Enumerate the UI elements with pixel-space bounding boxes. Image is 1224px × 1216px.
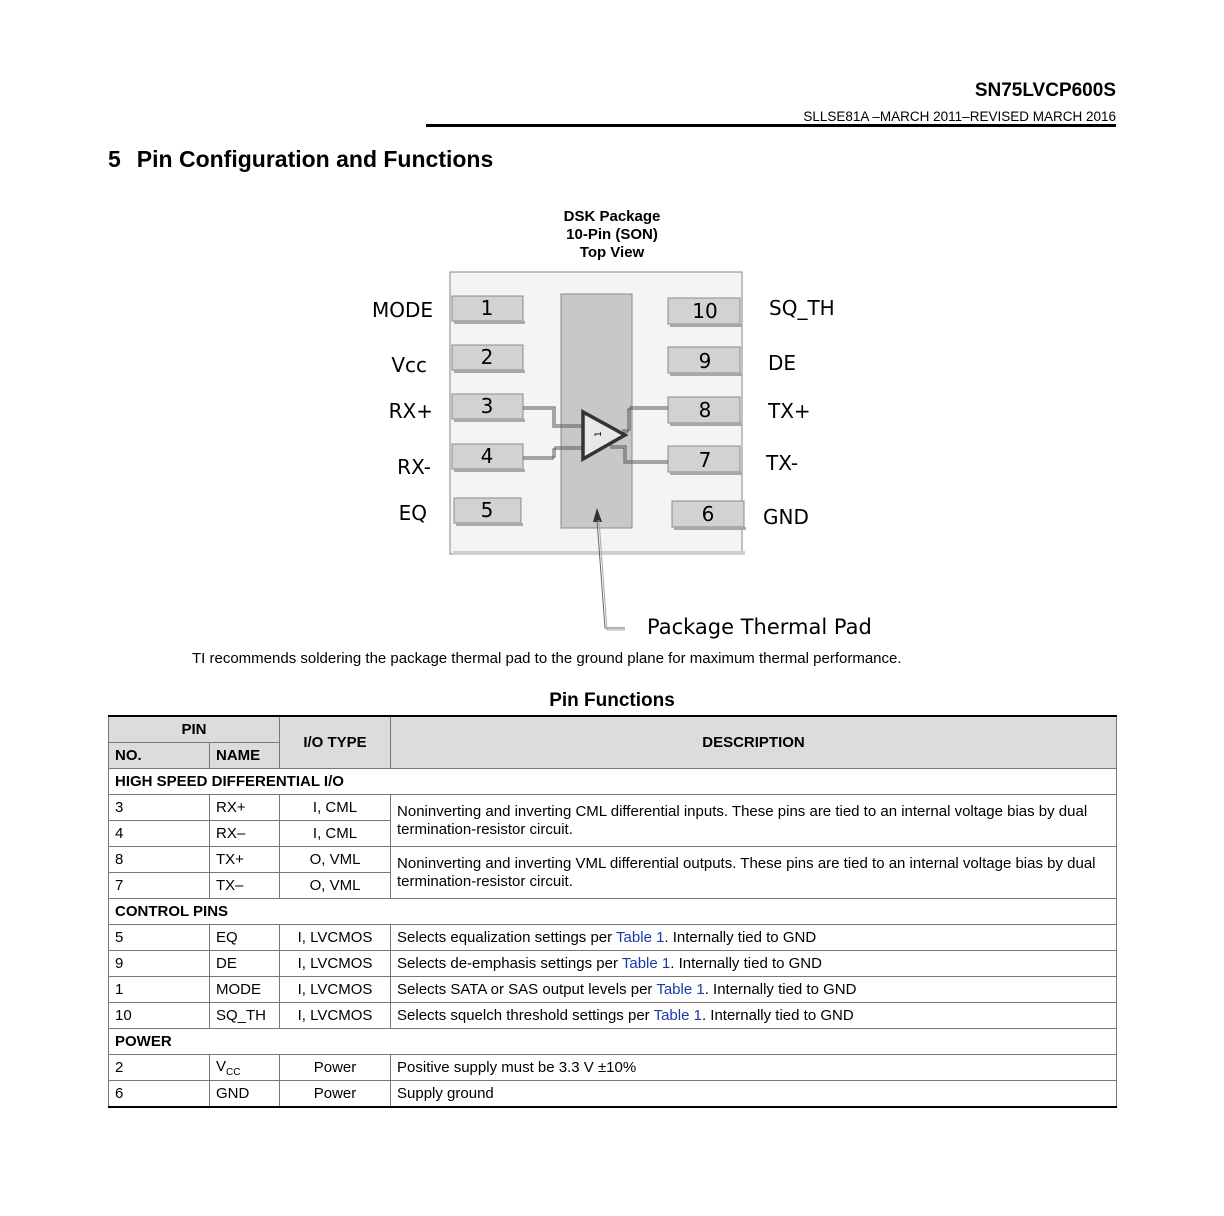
section-number: 5: [108, 146, 121, 172]
pin-number-9: 9: [698, 349, 712, 373]
pin-name: EQ: [210, 925, 280, 951]
revision-line: SLLSE81A –MARCH 2011–REVISED MARCH 2016: [803, 109, 1116, 124]
pin-no: 2: [109, 1055, 210, 1081]
pin-number-5: 5: [480, 498, 494, 522]
pin-name: TX–: [210, 873, 280, 899]
pin-name: TX+: [210, 847, 280, 873]
table-row: [109, 977, 1117, 1003]
table-row: [109, 1055, 1117, 1081]
pin-functions-table: [108, 715, 1117, 1108]
pin-number-6: 6: [701, 502, 715, 526]
pin-name-sub: CC: [226, 1066, 241, 1078]
header-no: NO.: [109, 743, 210, 769]
table-1-link[interactable]: Table 1: [656, 981, 705, 998]
pin-label-txn: TX-: [766, 451, 799, 475]
header-io-type: I/O TYPE: [280, 716, 391, 769]
table-row: [109, 1003, 1117, 1029]
pin-name: RX–: [210, 821, 280, 847]
desc-text: . Internally tied to GND: [664, 929, 817, 946]
desc-text: . Internally tied to GND: [704, 981, 857, 998]
pin-io: I, CML: [280, 821, 391, 847]
pin-label-eq: EQ: [398, 501, 427, 525]
desc-text: Selects squelch threshold settings per: [397, 1007, 654, 1024]
table-1-link[interactable]: Table 1: [653, 1007, 702, 1024]
table-1-link[interactable]: Table 1: [616, 929, 665, 946]
header-pin: PIN: [109, 716, 280, 743]
pin-no: 8: [109, 847, 210, 873]
pin-desc: [391, 1003, 1117, 1029]
buffer-mark: 1: [594, 431, 604, 437]
table-row: [109, 951, 1117, 977]
group-control: CONTROL PINS: [109, 899, 1117, 925]
package-view: Top View: [579, 244, 645, 261]
thermal-note: TI recommends soldering the package thermal pad to the ground plane for maximum thermal performance.: [192, 650, 902, 667]
desc-text: Selects SATA or SAS output levels per: [397, 981, 657, 998]
pin-label-rxp: RX+: [388, 399, 433, 423]
pin-desc: [391, 977, 1117, 1003]
pin-number-7: 7: [698, 448, 712, 472]
pin-desc: Supply ground: [391, 1081, 1117, 1108]
package-pins: 10-Pin (SON): [566, 226, 658, 243]
table-row: [109, 847, 1117, 873]
pin-desc-tx: Noninverting and inverting VML differential outputs. These pins are tied to an internal voltage bias by dual termination-resistor circuit.: [391, 847, 1117, 899]
pin-io: I, LVCMOS: [280, 951, 391, 977]
pin-io: I, LVCMOS: [280, 977, 391, 1003]
pin-label-txp: TX+: [768, 399, 811, 423]
desc-text: Selects de-emphasis settings per: [397, 955, 622, 972]
pin-name: [210, 1055, 280, 1081]
pin-io: I, CML: [280, 795, 391, 821]
pin-no: 10: [109, 1003, 210, 1029]
pin-no: 4: [109, 821, 210, 847]
table-1-link[interactable]: Table 1: [621, 955, 671, 972]
package-name: DSK Package: [563, 208, 661, 225]
pin-number-4: 4: [480, 444, 494, 468]
pin-number-8: 8: [698, 398, 712, 422]
desc-text: . Internally tied to GND: [701, 1007, 854, 1024]
table-row: [109, 1081, 1117, 1108]
pin-no: 6: [109, 1081, 210, 1108]
pin-label-de: DE: [768, 351, 797, 375]
thermal-pad-label: Package Thermal Pad: [647, 615, 872, 639]
pin-no: 7: [109, 873, 210, 899]
pin-no: 9: [109, 951, 210, 977]
table-row: [109, 795, 1117, 821]
pin-io: Power: [280, 1055, 391, 1081]
pin-desc: Positive supply must be 3.3 V ±10%: [391, 1055, 1117, 1081]
pin-desc-rx: Noninverting and inverting CML differential inputs. These pins are tied to an internal voltage bias by dual termination-resistor circuit.: [391, 795, 1117, 847]
pin-desc: [391, 925, 1117, 951]
group-power: POWER: [109, 1029, 1117, 1055]
pin-io: O, VML: [280, 847, 391, 873]
pin-name: GND: [210, 1081, 280, 1108]
pin-number-10: 10: [692, 299, 718, 323]
header-name: NAME: [210, 743, 280, 769]
pin-label-sqth: SQ_TH: [769, 296, 835, 320]
pin-number-3: 3: [480, 394, 494, 418]
table-row: [109, 925, 1117, 951]
pin-io: I, LVCMOS: [280, 925, 391, 951]
desc-text: Selects equalization settings per: [397, 929, 617, 946]
group-high-speed: HIGH SPEED DIFFERENTIAL I/O: [109, 769, 1117, 795]
section-heading: Pin Configuration and Functions: [136, 146, 494, 172]
thermal-pad: [561, 294, 632, 528]
pin-number-2: 2: [480, 345, 494, 369]
pin-io: Power: [280, 1081, 391, 1108]
pin-no: 1: [109, 977, 210, 1003]
pin-label-mode: MODE: [371, 298, 433, 322]
header-description: DESCRIPTION: [391, 716, 1117, 769]
pin-name: RX+: [210, 795, 280, 821]
pin-number-1: 1: [480, 296, 494, 320]
pin-io: I, LVCMOS: [280, 1003, 391, 1029]
pin-label-rxn: RX-: [397, 455, 431, 479]
table-title: Pin Functions: [549, 690, 675, 711]
desc-text: . Internally tied to GND: [670, 955, 822, 972]
pin-label-vcc: Vcc: [391, 353, 427, 377]
pin-name: SQ_TH: [210, 1003, 280, 1029]
pin-no: 5: [109, 925, 210, 951]
pin-io: O, VML: [280, 873, 391, 899]
pin-name: MODE: [210, 977, 280, 1003]
pin-desc: [391, 951, 1117, 977]
pin-name-main: V: [216, 1057, 227, 1075]
pin-label-gnd: GND: [763, 505, 809, 529]
part-number: SN75LVCP600S: [974, 80, 1116, 101]
pin-name: DE: [210, 951, 280, 977]
pin-no: 3: [109, 795, 210, 821]
